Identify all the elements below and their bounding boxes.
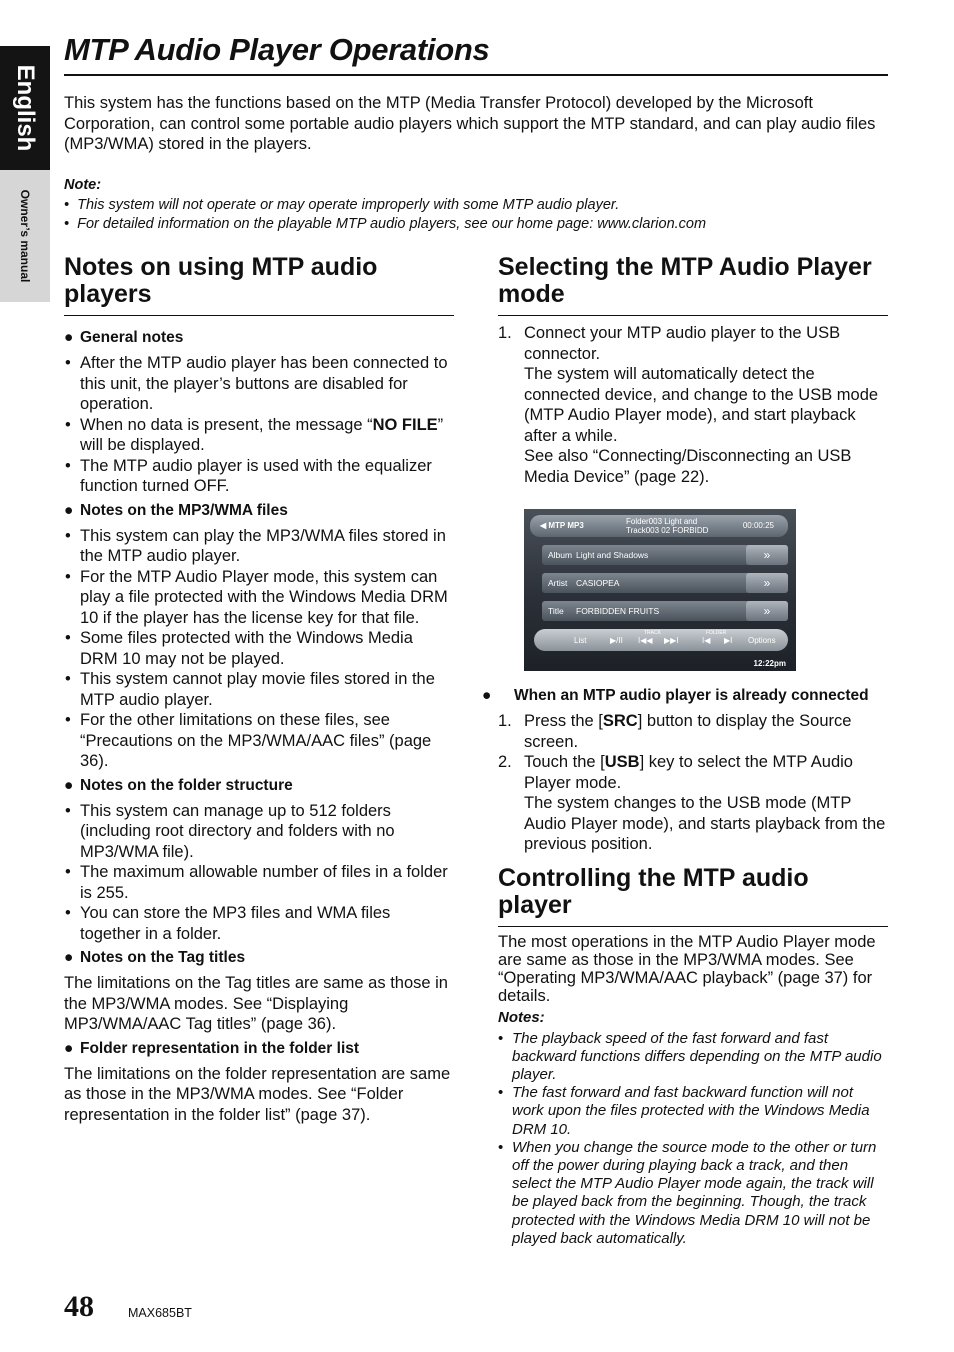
elapsed-time: 00:00:25 — [742, 521, 774, 530]
next-track-icon: ▶▶I — [664, 636, 679, 645]
note-block — [64, 176, 888, 235]
track-label: TRACK — [644, 630, 661, 636]
list-item: • This system cannot play movie files stored in the MTP audio player. — [64, 669, 454, 710]
section-heading: Controlling the MTP audio player — [498, 865, 888, 927]
step-item: 1. Press the [SRC] button to display the Source screen. — [498, 712, 852, 751]
list-item: • For the other limitations on these files, see “Precautions on the MP3/WMA/AAC files” (page 36). — [64, 710, 454, 772]
note-item: • This system will not operate or may operate improperly with some MTP audio player. — [64, 196, 620, 213]
page-title: MTP Audio Player Operations — [64, 32, 888, 76]
control-bar — [534, 629, 788, 651]
subheading-general: ● General notes — [64, 329, 184, 346]
list-item: • This system can manage up to 512 folders (including root directory and folders with no MP3/WMA file). — [64, 801, 454, 863]
prev-folder-icon: I◀ — [702, 636, 711, 645]
chevron-right-icon: » — [746, 545, 788, 565]
section-heading: Notes on using MTP audio players — [64, 254, 454, 316]
step-item: 2. Touch the [USB] key to select the MTP Audio Player mode. The system changes to the USB mode (MTP Audio Player mode), and starts playback from the previous position. — [498, 753, 886, 853]
note-item: • The playback speed of the fast forward and fast backward functions differs depending on the MTP audio player. — [498, 1030, 888, 1085]
list-item: • Some files protected with the Windows Media DRM 10 may not be played. — [64, 628, 454, 669]
track-info: Folder003 Light and Track003 02 FORBIDD — [626, 517, 709, 535]
section-label: Owner’s manual — [18, 189, 32, 283]
play-pause-icon: ▶/II — [610, 636, 623, 645]
mtp-player-screenshot — [524, 509, 796, 671]
mode-label: ◀ MTP MP3 — [540, 521, 584, 530]
list-item: • You can store the MP3 files and WMA files together in a folder. — [64, 903, 454, 944]
album-row: Album Light and Shadows » — [542, 545, 788, 565]
list-item: • When no data is present, the message “NO FILE” will be displayed. — [64, 415, 454, 456]
prev-track-icon: I◀◀ — [638, 636, 653, 645]
step-item: 1. Connect your MTP audio player to the USB connector. The system will automatically detect the connected device, and change to the USB mode (MTP Audio Player mode), and start playback after a while. See also “Connecting/Disconnecting an USB Media Device” (page 22). — [498, 324, 879, 486]
chevron-right-icon: » — [746, 601, 788, 621]
folder-label: FOLDER — [706, 630, 727, 636]
section-tab — [0, 170, 50, 302]
subheading-folderlist: ● Folder representation in the folder list — [64, 1039, 360, 1057]
intro-paragraph: This system has the functions based on the MTP (Media Transfer Protocol) developed by the Microsoft Corporation, can control some portable audio players which support the MTP standard, and can play audio files (MP3/WMA) stored in the players. — [64, 94, 876, 153]
connected-steps — [498, 711, 888, 855]
language-tab — [0, 46, 50, 170]
clock: 12:22pm — [753, 659, 786, 668]
folder-list — [64, 801, 454, 945]
list-item: • After the MTP audio player has been connected to this unit, the player’s buttons are disabled for operation. — [64, 353, 454, 415]
note-item: • When you change the source mode to the other or turn off the power during playing back a track, and then select the MTP Audio Player mode again, the track will be played back from the beginning. Though, the track protected with the Windows Media DRM 10 will not be played back automatically. — [498, 1139, 888, 1248]
page-number: 48 — [64, 1290, 94, 1323]
artist-row: Artist CASIOPEA » — [542, 573, 788, 593]
notes-list — [498, 1030, 888, 1248]
next-folder-icon: ▶I — [724, 636, 733, 645]
control-text: The most operations in the MTP Audio Player mode are same as those in the MP3/WMA modes. See “Operating MP3/WMA/AAC playback” (page 37) for details. — [498, 932, 876, 1006]
subheading-tag: ● Notes on the Tag titles — [64, 949, 246, 966]
note-heading: Note: — [64, 177, 102, 193]
note-item: • For detailed information on the playable MTP audio players, see our home page: www.clarion.com — [64, 216, 707, 232]
list-item: • The maximum allowable number of files in a folder is 255. — [64, 862, 454, 903]
left-column — [64, 254, 454, 1125]
section-heading: Selecting the MTP Audio Player mode — [498, 254, 888, 316]
language-label: English — [12, 64, 39, 152]
list-item: • This system can play the MP3/WMA files stored in the MTP audio player. — [64, 526, 454, 567]
tag-text: The limitations on the Tag titles are same as those in the MP3/WMA modes. See “Displaying MP3/WMA/AAC Tag titles” (page 36). — [64, 974, 448, 1033]
list-item: • For the MTP Audio Player mode, this system can play a file protected with the Windows Media DRM 10 if the player has the license key for that file. — [64, 567, 454, 629]
steps-list — [498, 323, 888, 487]
screen-header — [530, 515, 788, 537]
options-button: Options — [748, 636, 776, 645]
list-button: List — [574, 636, 587, 645]
list-item: • The MTP audio player is used with the equalizer function turned OFF. — [64, 456, 454, 497]
folderlist-text: The limitations on the folder representation are same as those in the MP3/WMA modes. See “Folder representation in the folder list” (page 37). — [64, 1064, 451, 1124]
chevron-right-icon: » — [746, 573, 788, 593]
model-number: MAX685BT — [128, 1306, 192, 1320]
subheading-connected: ● When an MTP audio player is already connected — [482, 687, 869, 704]
mp3wma-list — [64, 526, 454, 772]
notes-heading: Notes: — [498, 1009, 545, 1027]
title-row: Title FORBIDDEN FRUITS » — [542, 601, 788, 621]
note-item: • The fast forward and fast backward function will not work upon the files protected with the Windows Media DRM 10. — [498, 1084, 888, 1139]
subheading-folder: ● Notes on the folder structure — [64, 776, 293, 794]
general-list — [64, 353, 454, 497]
right-column — [482, 253, 888, 1248]
subheading-mp3wma: ● Notes on the MP3/WMA files — [64, 501, 288, 519]
